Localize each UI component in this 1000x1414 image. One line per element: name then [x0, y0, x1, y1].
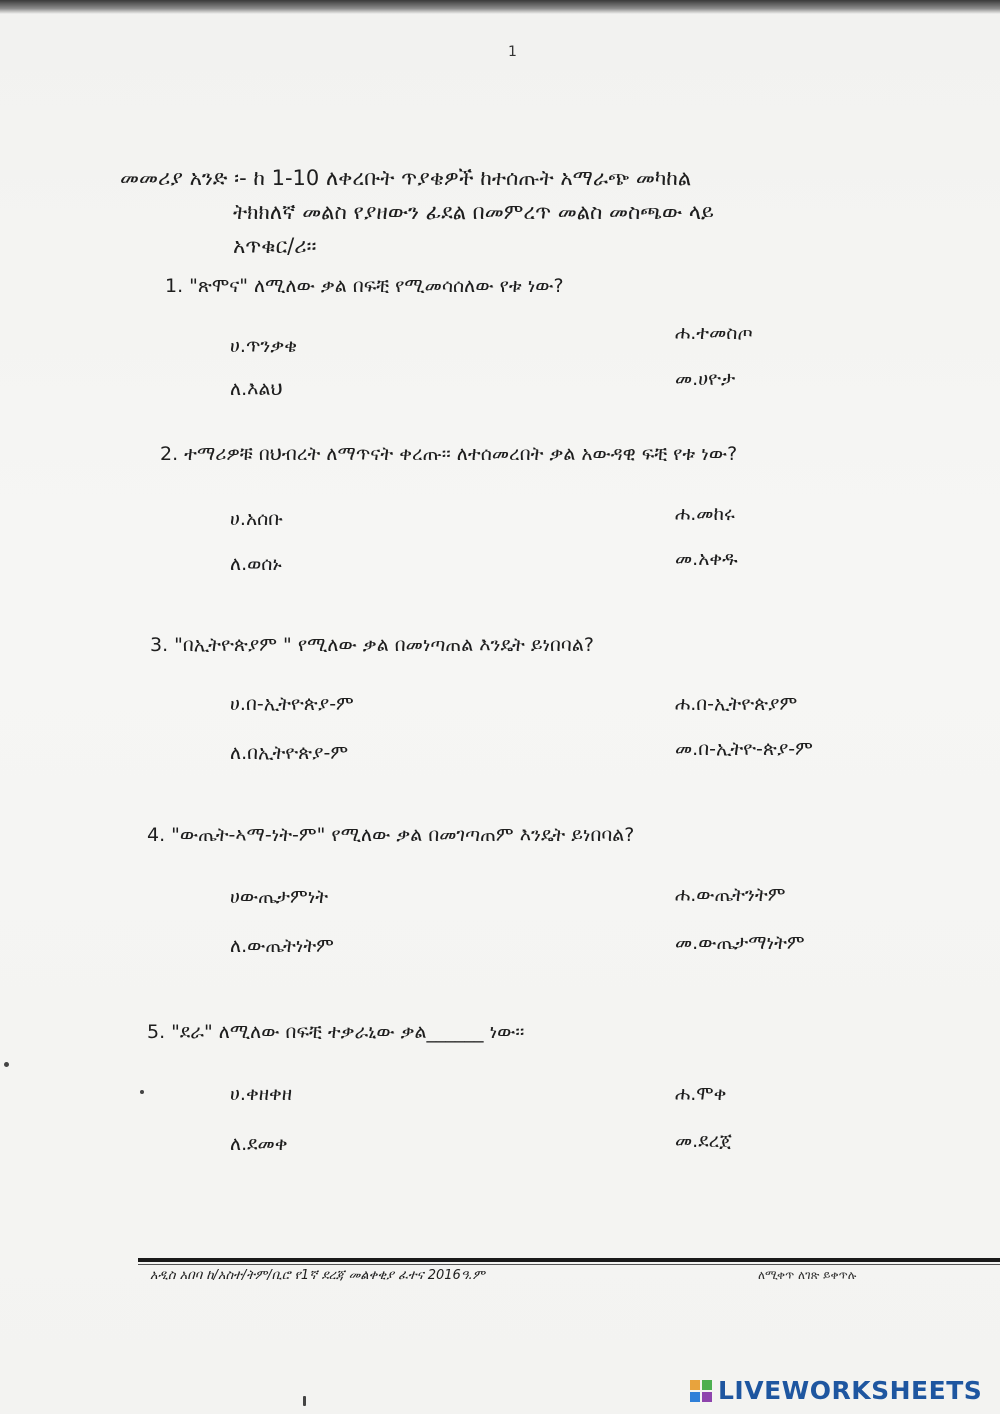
- q4-option-a[interactable]: ሀውጤታምነት: [230, 886, 329, 908]
- q3-option-b[interactable]: ለ.በኢትዮጵያ-ም: [230, 742, 349, 764]
- q5-option-d[interactable]: መ.ደረጀ: [675, 1130, 732, 1152]
- q1-option-c[interactable]: ሐ.ተመስጦ: [675, 322, 753, 344]
- question-4: 4. "ውጤት-ኣማ-ነት-ም" የሚለው ቃል በመገጣጠም እንዴት ይነበባል?: [147, 824, 635, 846]
- q2-option-b[interactable]: ለ.ወሰኑ: [230, 553, 282, 575]
- q2-option-a[interactable]: ሀ.አሰቡ: [230, 508, 283, 530]
- q2-option-c[interactable]: ሐ.መከሩ: [675, 503, 735, 525]
- q1-option-a[interactable]: ሀ.ጥንቃቄ: [230, 335, 298, 357]
- instruction-line-2: ትክክለኛ መልስ የያዘውን ፊደል በመምረጥ መልስ መስጫው ላይ: [233, 200, 714, 224]
- q4-option-d[interactable]: መ.ውጤታማነትም: [675, 932, 805, 954]
- footer-rule-thin: [138, 1264, 1000, 1265]
- liveworksheets-text: LIVEWORKSHEETS: [718, 1376, 983, 1405]
- question-1: 1. "ጽሞና" ለሚለው ቃል በፍቺ የሚመሳሰለው የቱ ነው?: [165, 275, 564, 297]
- q3-option-d[interactable]: መ.በ-ኢትዮ-ጵያ-ም: [675, 738, 813, 760]
- q5-option-b[interactable]: ለ.ደመቀ: [230, 1133, 288, 1155]
- scan-speck: [4, 1062, 9, 1067]
- scan-edge-shadow: [0, 0, 1000, 14]
- q1-option-d[interactable]: መ.ሀዮታ: [675, 368, 736, 390]
- scan-speck: [140, 1090, 144, 1094]
- footer-exam-title: አዲስ አበባ ከ/አስተ/ትም/ቢሮ የ1ኛ ደረጃ መልቀቂያ ፈተና 2016ዓ.ም: [150, 1268, 485, 1283]
- q3-option-c[interactable]: ሐ.በ-ኢትዮጵያም: [675, 693, 798, 715]
- instruction-line-3: አጥቁር/ሪ፡፡: [233, 234, 317, 258]
- question-2: 2. ተማሪዎቹ በህብረት ለማጥናት ቀረጡ፡፡ ለተሰመረበት ቃል አውዳዊ ፍቺ የቱ ነው?: [160, 443, 738, 465]
- instruction-line-1: መመሪያ አንድ ፡- ከ 1-10 ለቀረቡት ጥያቄዎች ከተሰጡት አማራጭ መካከል: [120, 166, 692, 190]
- question-5: 5. "ደራ" ለሚለው በፍቺ ተቃራኒው ቃል______ ነው፡፡: [147, 1021, 525, 1043]
- footer-rule: [138, 1258, 1000, 1262]
- page-number: 1: [508, 44, 517, 60]
- q5-option-c[interactable]: ሐ.ሞቀ: [675, 1083, 727, 1105]
- q4-option-c[interactable]: ሐ.ውጤትንትም: [675, 884, 786, 906]
- footer-continue-note: ለሚቀጥ ለገጽ ይቀጥሉ: [758, 1268, 857, 1282]
- q4-option-b[interactable]: ለ.ውጤትነትም: [230, 935, 334, 957]
- q2-option-d[interactable]: መ.አቀዱ: [675, 548, 738, 570]
- scan-speck: [303, 1396, 306, 1406]
- q1-option-b[interactable]: ለ.እልህ: [230, 378, 283, 400]
- question-3: 3. "በኢትዮጵያም " የሚለው ቃል በመነጣጠል እንዴት ይነበባል?: [150, 634, 594, 656]
- q5-option-a[interactable]: ሀ.ቀዘቀዘ: [230, 1083, 293, 1105]
- liveworksheets-icon: [690, 1380, 714, 1402]
- liveworksheets-logo[interactable]: [690, 1376, 982, 1405]
- q3-option-a[interactable]: ሀ.በ-ኢትዮጵያ-ም: [230, 693, 354, 715]
